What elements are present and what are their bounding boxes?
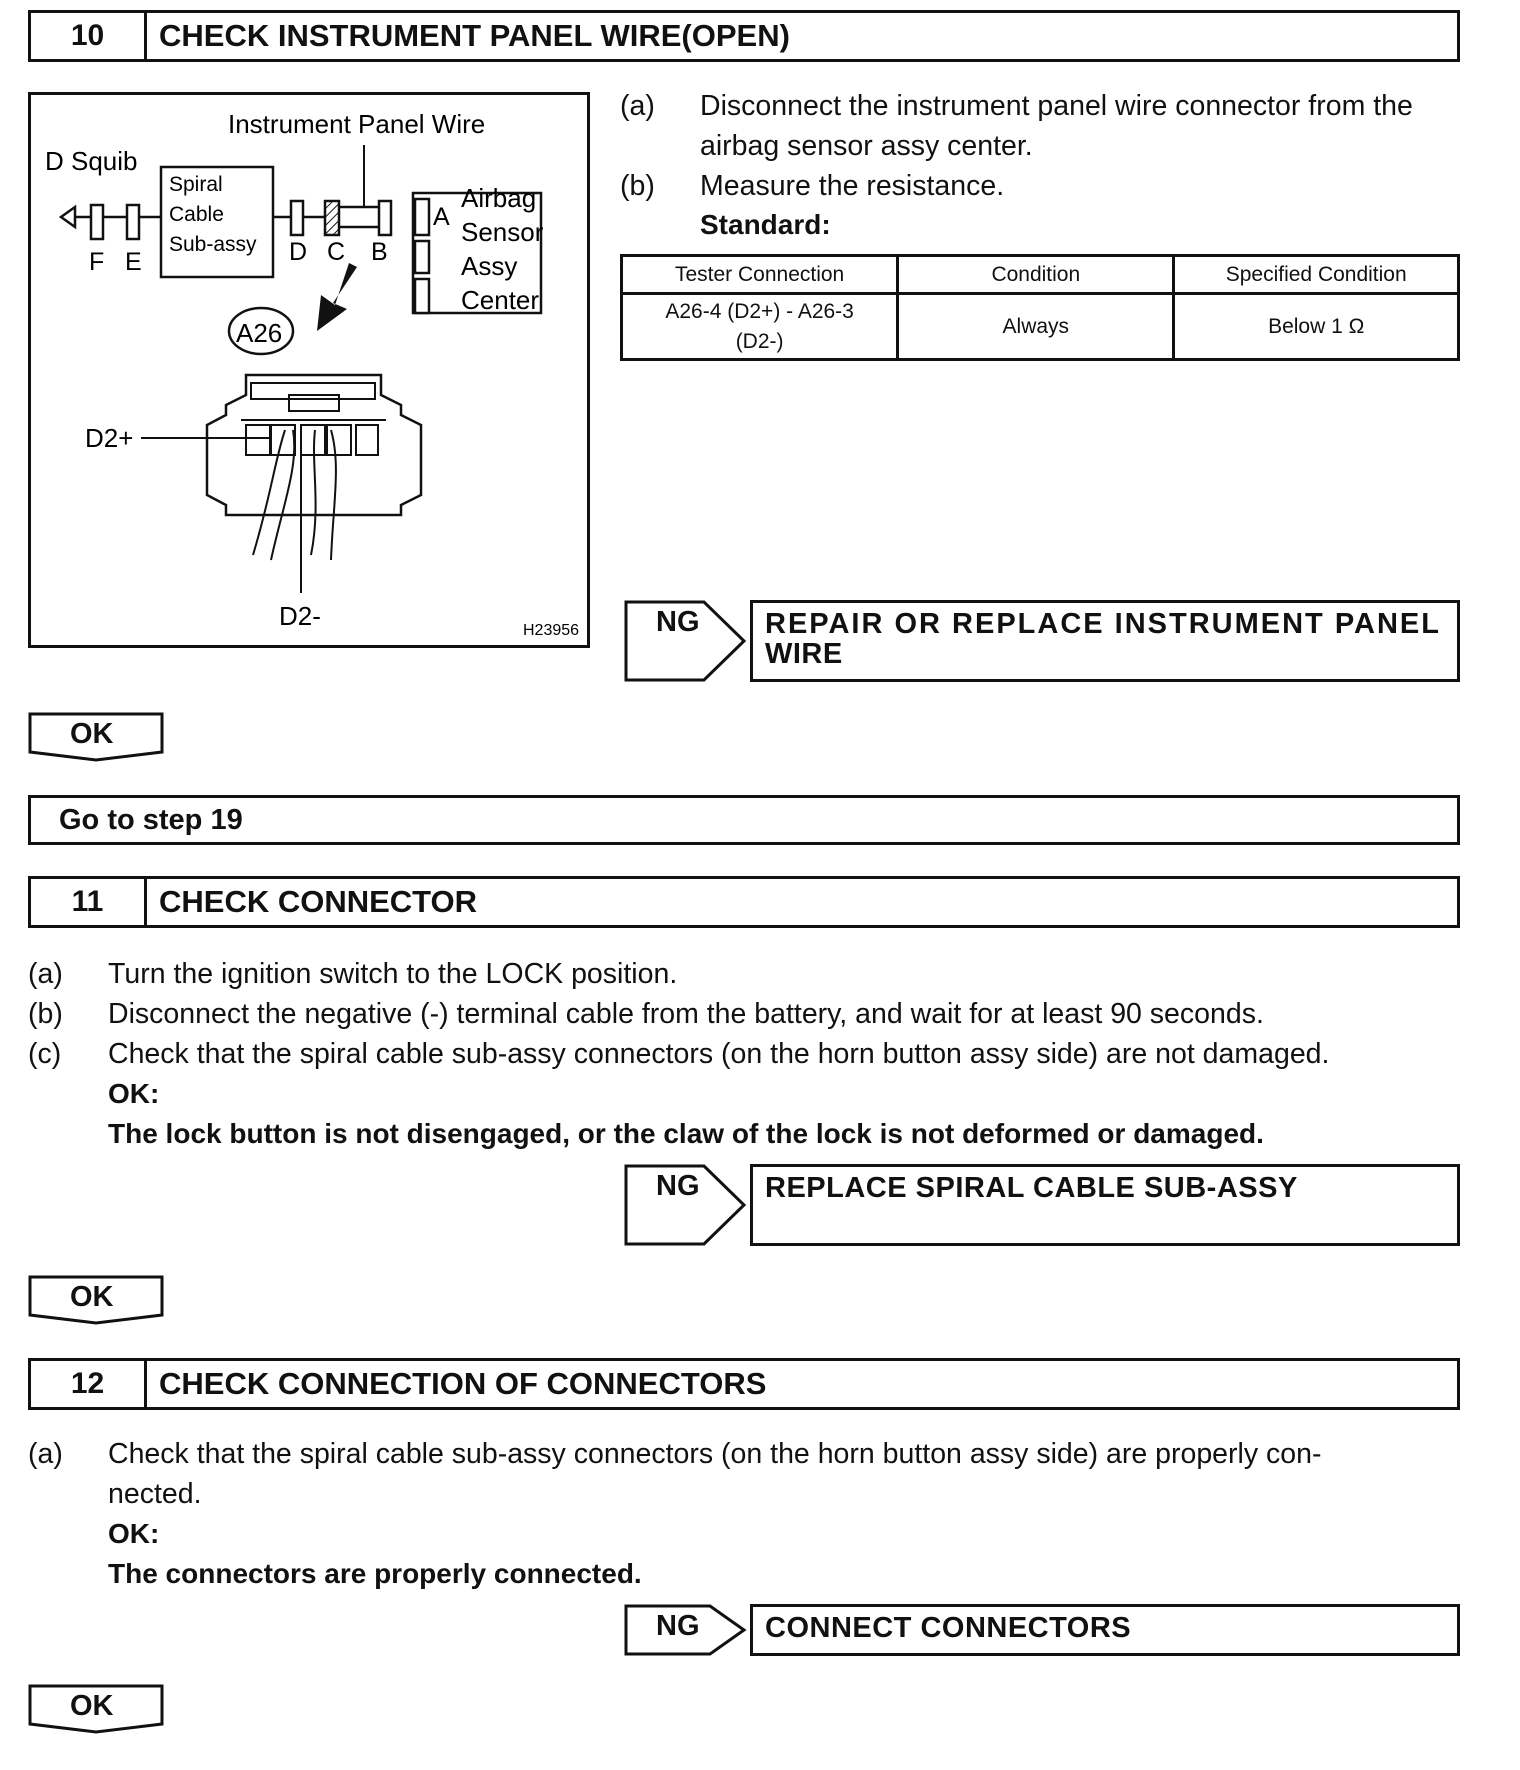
ng-result-line2: WIRE	[765, 638, 843, 670]
item-text-line2: nected.	[108, 1478, 202, 1510]
ok-label: OK	[70, 1690, 114, 1722]
label-c: C	[327, 238, 346, 266]
ng-label: NG	[656, 1170, 700, 1202]
item-label: (a)	[28, 1438, 63, 1470]
table-cell-specified: Below 1 Ω	[1174, 294, 1459, 360]
label-assy: Assy	[461, 251, 518, 281]
label-d-squib: D Squib	[45, 146, 138, 176]
table-cell-connection	[622, 294, 898, 360]
table-header: Tester Connection	[622, 256, 898, 294]
ok-heading: OK:	[108, 1518, 160, 1549]
label-sensor: Sensor	[461, 217, 544, 247]
item-text-line2: airbag sensor assy center.	[700, 130, 1033, 162]
item-text	[700, 86, 1460, 166]
label-f: F	[89, 248, 105, 276]
ng-result-line1: REPAIR OR REPLACE INSTRUMENT PANEL	[765, 608, 1441, 640]
item-label: (b)	[28, 998, 63, 1030]
step-12-header	[28, 1358, 1460, 1410]
ng-result-box: CONNECT CONNECTORS	[750, 1604, 1460, 1656]
label-d2-plus: D2+	[85, 423, 134, 453]
step-title: CHECK CONNECTION OF CONNECTORS	[159, 1366, 767, 1401]
ok-heading: OK:	[108, 1078, 160, 1109]
direction-arrow	[317, 263, 357, 331]
connector-diagram	[28, 92, 590, 648]
step-title: CHECK INSTRUMENT PANEL WIRE(OPEN)	[159, 18, 790, 53]
standard-label: Standard:	[700, 209, 831, 240]
label-a26: A26	[236, 318, 283, 348]
step-number: 12	[31, 1361, 147, 1407]
label-instrument-panel-wire: Instrument Panel Wire	[228, 109, 486, 139]
ng-arrow-box	[624, 600, 748, 682]
item-text: Turn the ignition switch to the LOCK position.	[108, 958, 678, 990]
step-title: CHECK CONNECTOR	[159, 884, 478, 919]
table-header: Specified Condition	[1174, 256, 1459, 294]
ok-label: OK	[70, 718, 114, 750]
label-center: Center	[461, 285, 540, 315]
ok-criteria: The connectors are properly connected.	[108, 1558, 642, 1589]
ng-label: NG	[656, 606, 700, 638]
label-a: A	[433, 203, 450, 231]
ok-flow-box	[28, 1275, 164, 1325]
item-label: (a)	[620, 90, 655, 122]
ok-flow-box	[28, 712, 164, 762]
cell-line2: (D2-)	[735, 329, 784, 353]
standard-table	[620, 254, 1460, 361]
table-header: Condition	[898, 256, 1174, 294]
ng-label: NG	[656, 1610, 700, 1642]
item-text-line1: Check that the spiral cable sub-assy connectors (on the horn button assy side) are properly con-	[108, 1438, 1322, 1470]
cell-line1: A26-4 (D2+) - A26-3	[665, 299, 854, 323]
item-text	[108, 1434, 1460, 1514]
label-d2-minus: D2-	[279, 601, 321, 631]
ok-flow-box	[28, 1684, 164, 1734]
label-b: B	[371, 238, 388, 266]
item-text-line1: Disconnect the instrument panel wire connector from the	[700, 90, 1413, 122]
item-text: Measure the resistance.	[700, 170, 1005, 202]
item-text: Check that the spiral cable sub-assy connectors (on the horn button assy side) are not damaged.	[108, 1038, 1330, 1070]
ok-label: OK	[70, 1281, 114, 1313]
label-airbag: Airbag	[461, 183, 537, 213]
table-cell-condition: Always	[898, 294, 1174, 360]
label-spiral: Spiral	[169, 173, 223, 196]
ng-result-box	[750, 600, 1460, 682]
goto-box: Go to step 19	[28, 795, 1460, 845]
ng-arrow-box	[624, 1164, 748, 1246]
ng-arrow-box	[624, 1604, 748, 1656]
label-cable: Cable	[169, 203, 224, 226]
item-label: (b)	[620, 170, 655, 202]
ok-criteria: The lock button is not disengaged, or the claw of the lock is not deformed or damaged.	[108, 1118, 1264, 1149]
step-11-header	[28, 876, 1460, 928]
item-label: (a)	[28, 958, 63, 990]
label-subassy: Sub-assy	[169, 233, 257, 256]
label-e: E	[125, 248, 142, 276]
step-number: 11	[31, 879, 147, 925]
step-10-header	[28, 10, 1460, 62]
ng-result-box: REPLACE SPIRAL CABLE SUB-ASSY	[750, 1164, 1460, 1246]
step-number: 10	[31, 13, 147, 59]
item-text: Disconnect the negative (-) terminal cable from the battery, and wait for at least 90 seconds.	[108, 998, 1264, 1030]
figure-id: H23956	[523, 622, 580, 639]
label-d: D	[289, 238, 308, 266]
item-label: (c)	[28, 1038, 62, 1070]
